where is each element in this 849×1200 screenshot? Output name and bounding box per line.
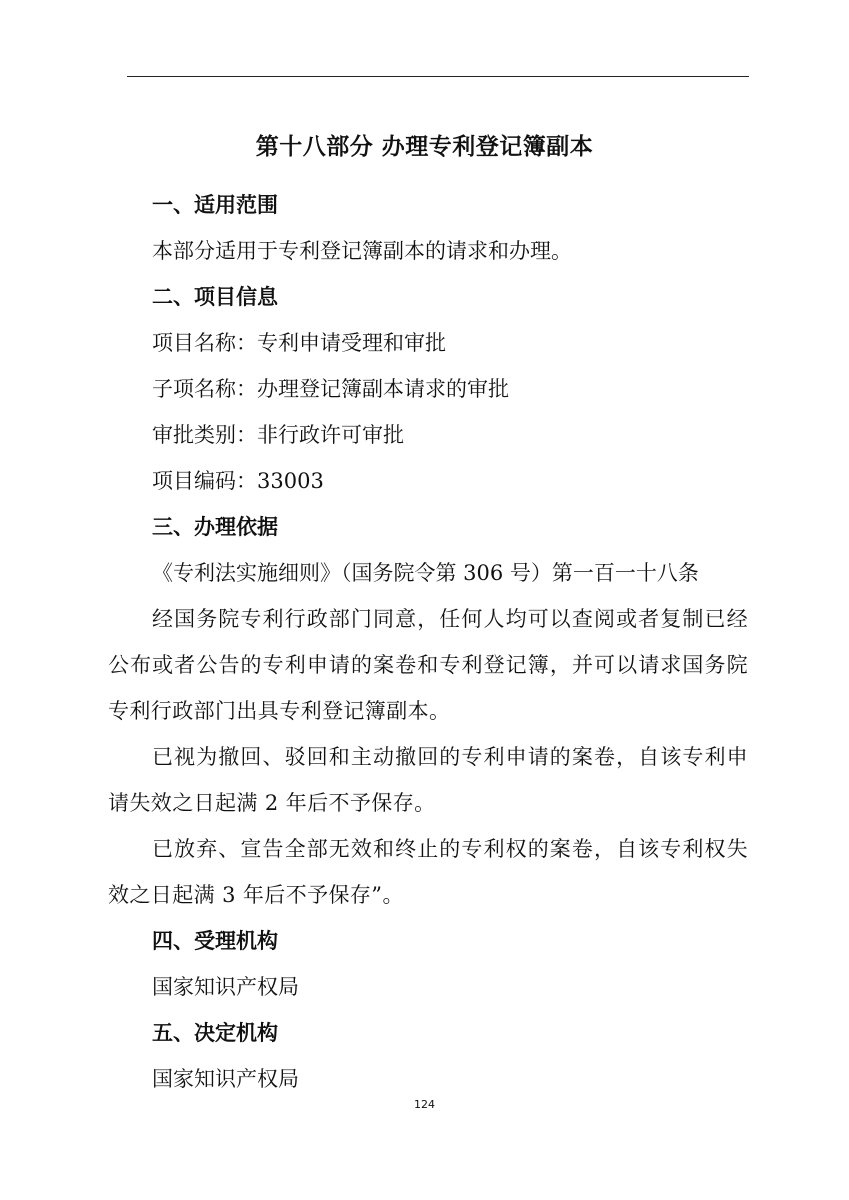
section-heading-deciding-agency: 五、决定机构 bbox=[152, 1021, 278, 1045]
basis-paragraph: 已视为撤回、驳回和主动撤回的专利申请的案卷，自该专利申请失效之日起满 2 年后不予保存。 bbox=[108, 745, 748, 815]
accepting-agency: 国家知识产权局 bbox=[152, 975, 299, 999]
section-heading-basis: 三、办理依据 bbox=[152, 515, 278, 539]
section-heading-scope: 一、适用范围 bbox=[152, 193, 278, 217]
page-number: 124 bbox=[414, 1098, 435, 1111]
section-heading-project-info: 二、项目信息 bbox=[152, 285, 278, 309]
project-name: 项目名称：专利申请受理和审批 bbox=[152, 331, 446, 355]
section-heading-accepting-agency: 四、受理机构 bbox=[152, 929, 278, 953]
basis-paragraph: 已放弃、宣告全部无效和终止的专利权的案卷，自该专利权失效之日起满 3 年后不予保存”。 bbox=[108, 837, 748, 907]
project-code: 项目编码：33003 bbox=[152, 469, 324, 493]
approval-category: 审批类别：非行政许可审批 bbox=[152, 423, 404, 447]
deciding-agency: 国家知识产权局 bbox=[152, 1067, 299, 1091]
subitem-name: 子项名称：办理登记簿副本请求的审批 bbox=[152, 377, 509, 401]
page-title: 第十八部分 办理专利登记簿副本 bbox=[255, 134, 594, 160]
legal-citation: 《专利法实施细则》（国务院令第 306 号）第一百一十八条 bbox=[152, 561, 699, 585]
scope-text: 本部分适用于专利登记簿副本的请求和办理。 bbox=[152, 239, 572, 263]
document-body bbox=[108, 182, 748, 1102]
basis-paragraph: 经国务院专利行政部门同意，任何人均可以查阅或者复制已经公布或者公告的专利申请的案卷和专利登记簿，并可以请求国务院专利行政部门出具专利登记簿副本。 bbox=[108, 607, 748, 723]
header-rule bbox=[127, 76, 749, 77]
